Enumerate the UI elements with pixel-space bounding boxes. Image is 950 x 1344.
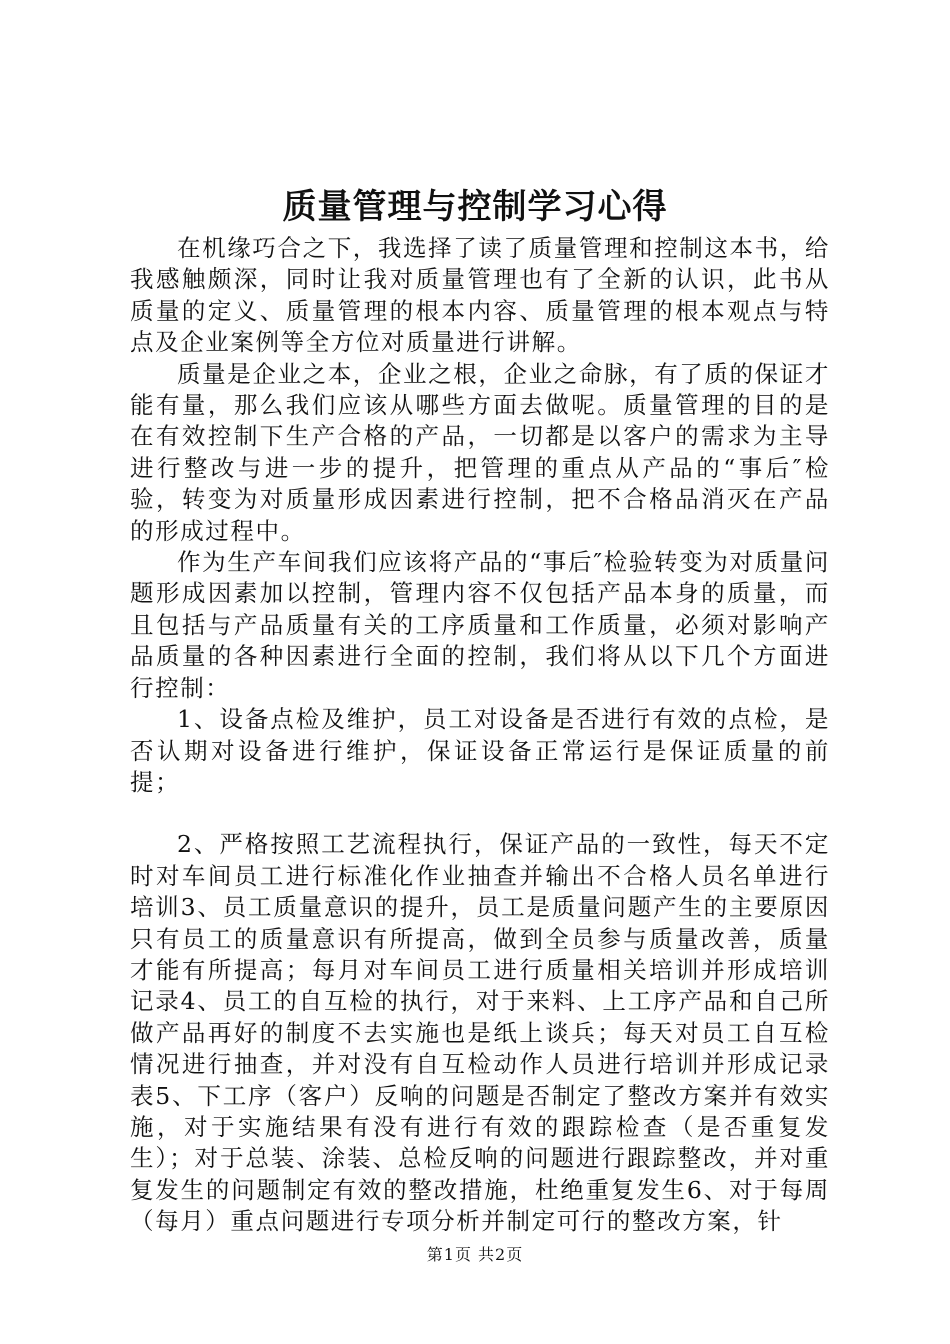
paragraph-item-1: 1、设备点检及维护，员工对设备是否进行有效的点检，是否认期对设备进行维护，保证设备正常运行是保证质量的前提； (130, 705, 830, 796)
paragraph-intro: 在机缘巧合之下，我选择了读了质量管理和控制这本书，给我感触颇深，同时让我对质量管理也有了全新的认识，此书从质量的定义、质量管理的根本内容、质量管理的根本观点与特点及企业案例等全方位对质量进行讲解。 (130, 234, 830, 357)
document-body (130, 233, 830, 1238)
page-indicator: 第1页 共2页 (426, 1245, 524, 1264)
document-title: 质量管理与控制学习心得 (282, 187, 668, 227)
paragraph-workshop-control: 作为生产车间我们应该将产品的“事后″检验转变为对质量问题形成因素加以控制，管理内容不仅包括产品本身的质量，而且包括与产品质量有关的工序质量和工作质量，必须对影响产品质量的各种因素进行全面的控制，我们将从以下几个方面进行控制： (130, 548, 830, 702)
paragraph-items-2-6: 2、严格按照工艺流程执行，保证产品的一致性，每天不定时对车间员工进行标准化作业抽查并输出不合格人员名单进行培训3、员工质量意识的提升，员工是质量问题产生的主要原因只有员工的质量意识有所提高，做到全员参与质量改善，质量才能有所提高；每月对车间员工进行质量相关培训并形成培训记录4、员工的自互检的执行，对于来料、上工序产品和自己所做产品再好的制度不去实施也是纸上谈兵；每天对员工自互检情况进行抽查，并对没有自互检动作人员进行培训并形成记录表5、下工序（客户）反响的问题是否制定了整改方案并有效实施，对于实施结果有没有进行有效的跟踪检查（是否重复发生）；对于总装、涂装、总检反响的问题进行跟踪整改，并对重复发生的问题制定有效的整改措施，杜绝重复发生6、对于每周（每月）重点问题进行专项分析并制定可行的整改方案，针 (130, 830, 830, 1236)
paragraph-quality-importance: 质量是企业之本，企业之根，企业之命脉，有了质的保证才能有量，那么我们应该从哪些方面去做呢。质量管理的目的是在有效控制下生产合格的产品，一切都是以客户的需求为主导进行整改与进一步的提升，把管理的重点从产品的“事后″检验，转变为对质量形成因素进行控制，把不合格品消灭在产品的形成过程中。 (130, 359, 830, 545)
